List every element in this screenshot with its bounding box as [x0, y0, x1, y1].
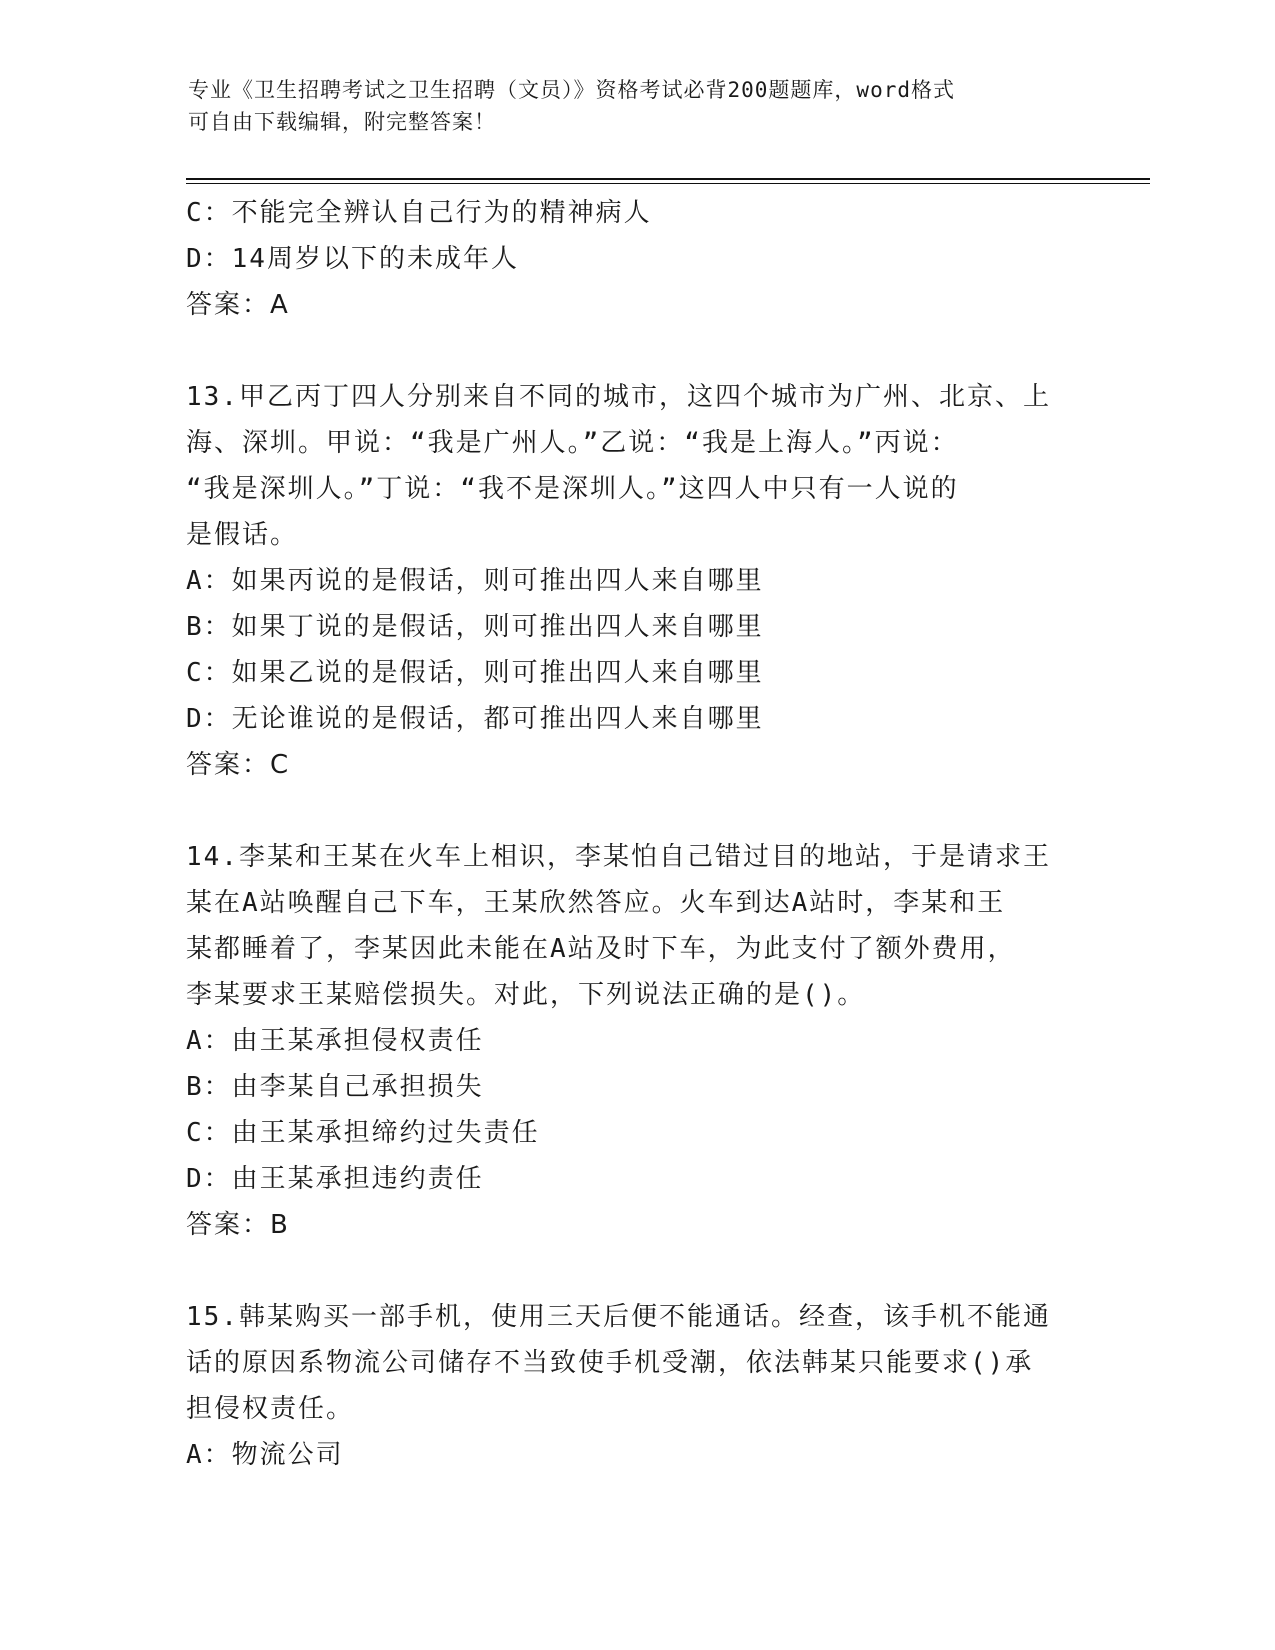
option-d: D：由王某承担违约责任 [186, 1164, 484, 1194]
answer-line: 答案：C [186, 750, 291, 780]
question-stem-line: 14.李某和王某在火车上相识，李某怕自己错过目的地站，于是请求王 [186, 842, 1051, 872]
question-stem-line: 某都睡着了，李某因此未能在A站及时下车，为此支付了额外费用， [186, 934, 1016, 964]
spacer [186, 328, 1086, 374]
question-14 [186, 834, 1086, 1248]
answer-line: 答案：A [186, 290, 290, 320]
document-header [188, 74, 1088, 138]
option-c: C：由王某承担缔约过失责任 [186, 1118, 540, 1148]
option-c: C：如果乙说的是假话，则可推出四人来自哪里 [186, 658, 764, 688]
header-divider-thick [186, 178, 1150, 180]
option-c: C：不能完全辨认自己行为的精神病人 [186, 198, 652, 228]
answer-line: 答案：B [186, 1210, 290, 1240]
option-d: D：14周岁以下的未成年人 [186, 244, 519, 274]
option-a: A：物流公司 [186, 1440, 344, 1470]
question-stem-line: 担侵权责任。 [186, 1394, 355, 1424]
question-stem-line: “我是深圳人。”丁说：“我不是深圳人。”这四人中只有一人说的 [186, 474, 959, 504]
question-stem-line: 是假话。 [186, 520, 299, 550]
question-13 [186, 374, 1086, 788]
header-title-line-1: 专业《卫生招聘考试之卫生招聘（文员）》资格考试必背200题题库，word格式 [188, 78, 955, 102]
question-stem-line: 海、深圳。甲说：“我是广州人。”乙说：“我是上海人。”丙说： [186, 428, 959, 458]
option-b: B：如果丁说的是假话，则可推出四人来自哪里 [186, 612, 764, 642]
question-stem-line: 15.韩某购买一部手机，使用三天后便不能通话。经查，该手机不能通 [186, 1302, 1051, 1332]
header-divider-thin [186, 183, 1150, 184]
question-stem-line: 话的原因系物流公司储存不当致使手机受潮，依法韩某只能要求()承 [186, 1348, 1034, 1378]
option-a: A：由王某承担侵权责任 [186, 1026, 484, 1056]
header-title-line-2: 可自由下载编辑，附完整答案！ [188, 110, 496, 134]
spacer [186, 788, 1086, 834]
option-a: A：如果丙说的是假话，则可推出四人来自哪里 [186, 566, 764, 596]
question-12-tail [186, 190, 1086, 328]
option-b: B：由李某自己承担损失 [186, 1072, 484, 1102]
question-stem-line: 李某要求王某赔偿损失。对此，下列说法正确的是()。 [186, 980, 866, 1010]
question-stem-line: 某在A站唤醒自己下车，王某欣然答应。火车到达A站时，李某和王 [186, 888, 1006, 918]
question-list [186, 190, 1086, 1478]
spacer [186, 1248, 1086, 1294]
question-15 [186, 1294, 1086, 1478]
option-d: D：无论谁说的是假话，都可推出四人来自哪里 [186, 704, 764, 734]
question-stem-line: 13.甲乙丙丁四人分别来自不同的城市，这四个城市为广州、北京、上 [186, 382, 1051, 412]
